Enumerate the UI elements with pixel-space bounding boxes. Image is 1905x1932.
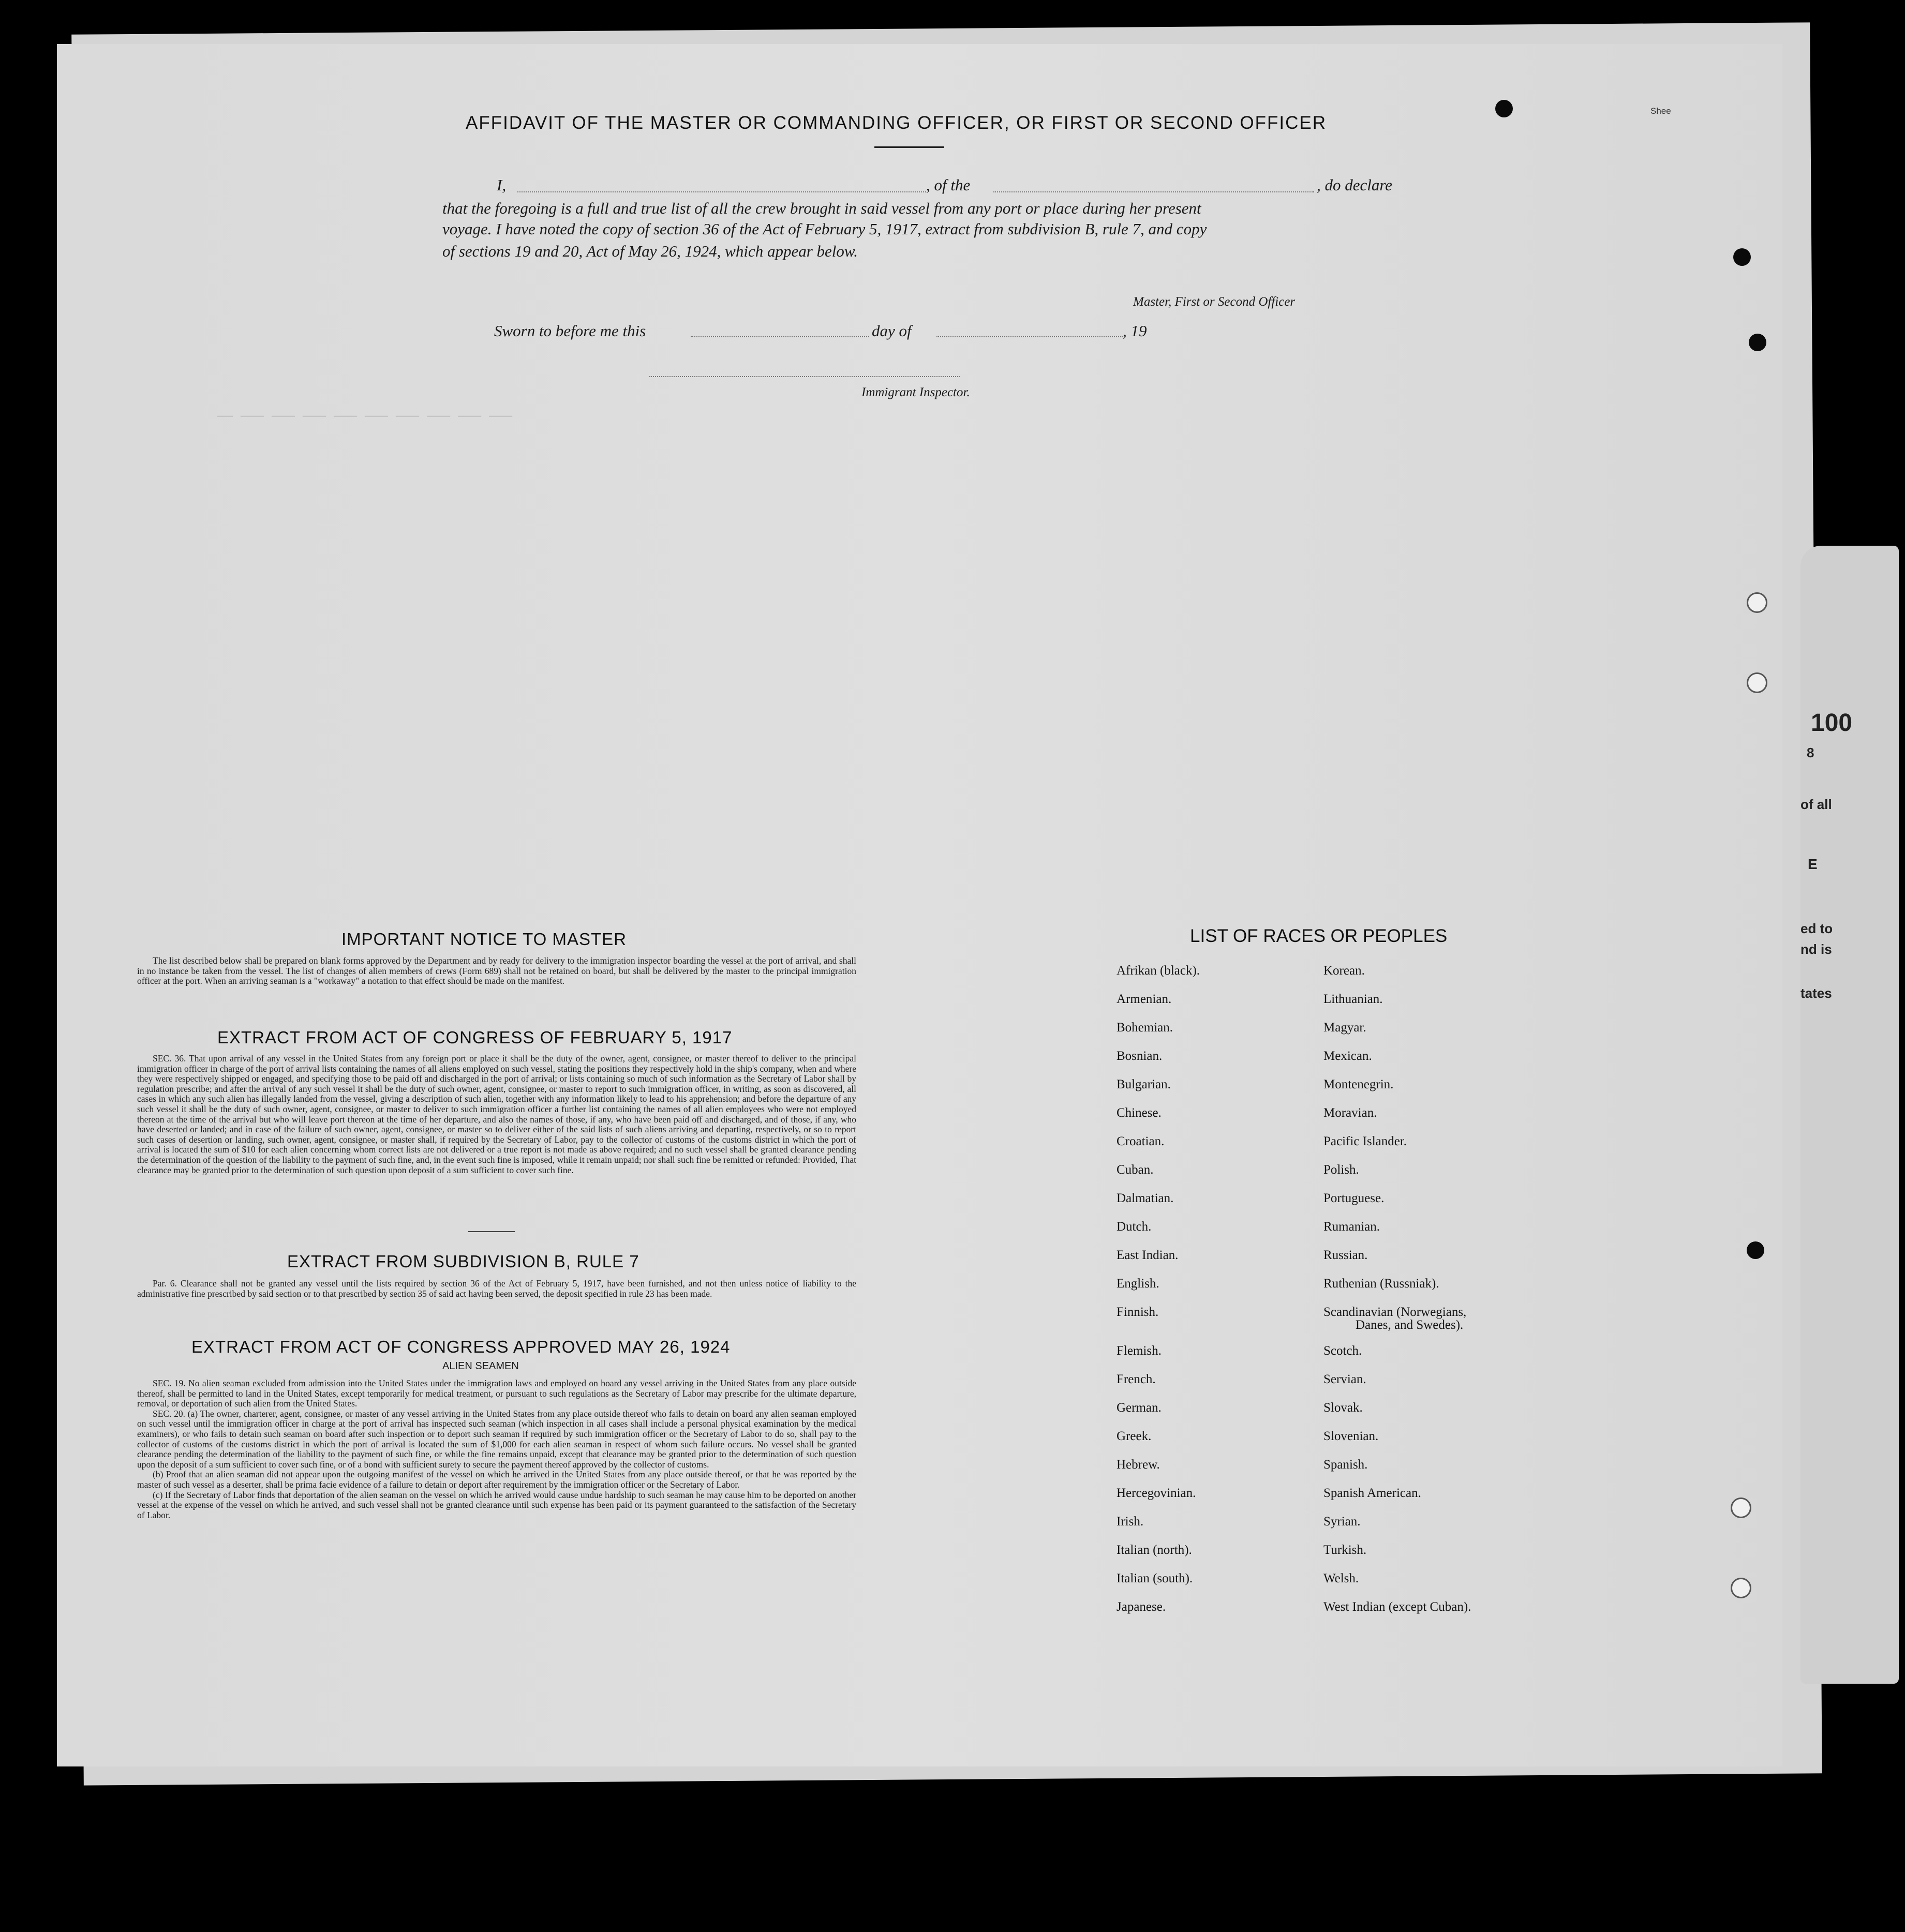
race-item: Greek. (1117, 1429, 1152, 1443)
race-item: German. (1117, 1401, 1162, 1415)
race-item: Russian. (1323, 1248, 1368, 1262)
bleed-through-row: —— ——— ——— ——— ——— ——— ——— ——— ——— ——— (217, 409, 513, 424)
race-item: Bulgarian. (1117, 1077, 1171, 1091)
notice-title: IMPORTANT NOTICE TO MASTER (341, 930, 627, 949)
race-item: Japanese. (1117, 1600, 1166, 1614)
extract-1924-title: EXTRACT FROM ACT OF CONGRESS APPROVED MAY 26, 1924 (191, 1337, 731, 1356)
punch-hole (1731, 1497, 1751, 1518)
race-item: Cuban. (1117, 1163, 1154, 1177)
subdivision-b-text (137, 1279, 856, 1311)
punch-hole (1749, 334, 1766, 351)
flap-nd-is: nd is (1800, 941, 1832, 957)
section-divider (468, 1231, 515, 1232)
race-item: Slovak. (1323, 1401, 1363, 1415)
punch-hole (1747, 672, 1767, 693)
notice-paragraph: The list described below shall be prepared on blank forms approved by the Department and by ready for delivery to the immigration inspector boarding the vessel at the port of arrival, and shall in no instance be taken from the vessel. The list of changes of alien members of crews (Form 689) shall not be retained on board, but shall be delivered by the master to the principal immigration officer at the port. When an arriving seaman is a "workaway" a notation to that effect should be made on the manifest. (137, 956, 856, 986)
race-item: Italian (south). (1117, 1571, 1193, 1585)
punch-hole (1747, 1241, 1764, 1259)
race-item: Pacific Islander. (1323, 1134, 1407, 1148)
extract-1917-text (137, 1054, 856, 1219)
name-field[interactable] (517, 191, 926, 192)
flap-of-all: of all (1800, 797, 1832, 812)
races-title: LIST OF RACES OR PEOPLES (1190, 926, 1448, 946)
flap-ed-to: ed to (1800, 921, 1833, 936)
race-item: French. (1117, 1372, 1156, 1386)
affidavit-line-1: that the foregoing is a full and true list of all the crew brought in said vessel from any port or place during her present (442, 199, 1201, 217)
affidavit-line-2: voyage. I have noted the copy of section 36 of the Act of February 5, 1917, extract from subdivision B, rule 7, and copy (442, 220, 1207, 238)
punch-hole (1733, 248, 1751, 266)
extract-1917-title: EXTRACT FROM ACT OF CONGRESS OF FEBRUARY 5, 1917 (217, 1028, 733, 1047)
sworn-label: Sworn to before me this (494, 322, 646, 340)
race-item: East Indian. (1117, 1248, 1179, 1262)
affidavit-i: I, (497, 176, 507, 194)
sworn-day-field[interactable] (691, 336, 869, 337)
race-item: Italian (north). (1117, 1543, 1192, 1557)
race-item: Servian. (1323, 1372, 1366, 1386)
section-36-paragraph: SEC. 36. That upon arrival of any vessel in the United States from any foreign port or place it shall be the duty of the owner, agent, consignee, or master thereof to deliver to the principal immigration officer in charge of the port of arrival lists containing the names of all aliens employed on such vessel, stating the positions they respectively hold in the ship's company, when and where they were respectively shipped or engaged, and specifying those to be paid off and discharged in the port of arrival; or lists containing so much of such information as the Secretary of Labor shall by regulation prescribe; and after the arrival of any such vessel it shall be the duty of such owner, agent, consignee, or master to report to such immigration officer, in writing, as soon as discovered, all cases in which any such alien has illegally landed from the vessel, giving a description of such alien, together with any information likely to lead to his apprehension; and before the departure of any such vessel it shall be the duty of such owner, agent, consignee, or master to deliver to such immigration officer a further list containing the names of all alien employees who were not employed thereon at the time of the arrival but who will leave port thereon at the time of her departure, and also the names of those, if any, who have been paid off and discharged, and of those, if any, who have deserted or landed; and in case of the failure of such owner, agent, consignee, or master so to deliver either of the said lists of such aliens arriving and departing, respectively, or so to report such cases of desertion or landing, such owner, agent, consignee, or master shall, if required by the Secretary of Labor, pay to the collector of customs of the customs district in which the port of arrival is located the sum of $10 for each alien concerning whom correct lists are not delivered or a true report is not made as above required; and no such vessel shall be granted clearance pending the determination of the question of the liability to the payment of such fine, and, in the event such fine is imposed, while it remain unpaid; nor shall such fine be remitted or refunded: Provided, That clearance may be granted prior to the determination of such question upon deposit of a sum sufficient to cover such fine. (137, 1054, 856, 1175)
race-item: Scandinavian (Norwegians, (1323, 1305, 1467, 1319)
flap-e: E (1808, 856, 1818, 872)
race-item: Montenegrin. (1323, 1077, 1394, 1091)
race-item: Spanish. (1323, 1458, 1368, 1472)
race-item: Irish. (1117, 1515, 1144, 1529)
race-item: Chinese. (1117, 1106, 1162, 1120)
race-item: Finnish. (1117, 1305, 1159, 1319)
affidavit-do-declare: , do declare (1317, 176, 1393, 194)
race-item: Spanish American. (1323, 1486, 1421, 1500)
day-of-label: day of (872, 322, 912, 340)
race-item: Ruthenian (Russniak). (1323, 1277, 1439, 1291)
race-item: Croatian. (1117, 1134, 1165, 1148)
race-item: Mexican. (1323, 1049, 1372, 1063)
section-20c-paragraph: (c) If the Secretary of Labor finds that deportation of the alien seaman on the vessel on which he arrived would cause undue hardship to such seaman he may cause him to be deported on another vessel at the expense of the vessel on which he arrived, and such vessel shall not be granted clearance until such expense has been paid or its payment guaranteed to the satisfaction of the Secretary of Labor. (137, 1489, 856, 1520)
inspector-signature-field[interactable] (649, 376, 960, 377)
affidavit-of-the: , of the (926, 176, 971, 194)
alien-seamen-subtitle: ALIEN SEAMEN (442, 1360, 519, 1372)
punch-hole (1495, 100, 1513, 117)
section-20a-paragraph: SEC. 20. (a) The owner, charterer, agent, consignee, or master of any vessel arriving in the United States from any place outside thereof who fails to detain on board any alien seaman employed on such vessel until the immigration officer in charge at the port of arrival has inspected such seaman (which inspection in all cases shall include a personal physical examination by the medical examiners), or who fails to detain such seaman on board after such inspection or to deport such seaman if required by such immigration officer or the Secretary of Labor to do so, shall pay to the collector of customs of the customs district in which the port of arrival is located the sum of $1,000 for each alien seaman in respect of whom such failure occurs. No vessel shall be granted clearance pending the determination of the liability to the payment of such fine, or while the fine remains unpaid, except that clearance may be granted prior to the determination of such question upon the deposit of a sum sufficient to cover such fine, or of a bond with sufficient surety to secure the payment thereof approved by the collector of customs. (137, 1408, 856, 1470)
section-20b-paragraph: (b) Proof that an alien seaman did not appear upon the outgoing manifest of the vessel on which he arrived in the United States from any place outside thereof, or that he was reported by the master of such vessel as a deserter, shall be prima facie evidence of a failure to detain or deport after requirement by the immigration officer or the Secretary of Labor. (137, 1469, 856, 1490)
race-item: Dutch. (1117, 1220, 1152, 1234)
subdivision-b-title: EXTRACT FROM SUBDIVISION B, RULE 7 (287, 1252, 639, 1271)
race-item: Hebrew. (1117, 1458, 1160, 1472)
race-item: Syrian. (1323, 1515, 1361, 1529)
race-continuation: Danes, and Swedes). (1356, 1318, 1464, 1332)
race-item: Portuguese. (1323, 1191, 1385, 1205)
title-underline (874, 146, 944, 148)
race-item: Bosnian. (1117, 1049, 1163, 1063)
extract-1924-text (137, 1379, 856, 1572)
affidavit-line-3: of sections 19 and 20, Act of May 26, 1924, which appear below. (442, 242, 858, 260)
race-item: Bohemian. (1117, 1021, 1173, 1035)
race-item: Hercegovinian. (1117, 1486, 1196, 1500)
affidavit-title: AFFIDAVIT OF THE MASTER OR COMMANDING OFFICER, OR FIRST OR SECOND OFFICER (466, 113, 1327, 133)
race-item: Afrikan (black). (1117, 964, 1200, 978)
race-item: Lithuanian. (1323, 992, 1383, 1006)
flap-number: 100 (1811, 709, 1853, 737)
race-item: Korean. (1323, 964, 1365, 978)
side-flap (1800, 546, 1899, 1684)
section-19-paragraph: SEC. 19. No alien seaman excluded from admission into the United States under the immigration laws and employed on board any vessel arriving in the United States from any place outside thereof, shall be permitted to land in the United States, except temporarily for medical treatment, or pursuant to such regulations as the Secretary of Labor may prescribe for the ultimate departure, removal, or deportation of such alien from the United States. (137, 1379, 856, 1409)
race-item: Dalmatian. (1117, 1191, 1174, 1205)
year-label: , 19 (1123, 322, 1147, 340)
punch-hole (1731, 1578, 1751, 1598)
race-item: English. (1117, 1277, 1159, 1291)
race-item: West Indian (except Cuban). (1323, 1600, 1471, 1614)
race-item: Turkish. (1323, 1543, 1367, 1557)
race-item: Flemish. (1117, 1344, 1162, 1358)
par-6-paragraph: Par. 6. Clearance shall not be granted any vessel until the lists required by section 36 of the Act of February 5, 1917, have been furnished, and not then unless notice of liability to the administrative fine prescribed by said section or to that prescribed by section 35 of said act having been served, the deposit specified in rule 23 has been made. (137, 1279, 856, 1299)
race-item: Armenian. (1117, 992, 1172, 1006)
race-item: Polish. (1323, 1163, 1359, 1177)
flap-8: 8 (1807, 745, 1814, 760)
notice-text (137, 956, 856, 997)
race-item: Rumanian. (1323, 1220, 1380, 1234)
sworn-month-field[interactable] (936, 336, 1123, 337)
race-item: Magyar. (1323, 1021, 1366, 1035)
flap-tates: tates (1800, 985, 1832, 1001)
vessel-field[interactable] (993, 191, 1314, 192)
race-item: Scotch. (1323, 1344, 1362, 1358)
master-signature-label: Master, First or Second Officer (1133, 295, 1296, 309)
race-item: Moravian. (1323, 1106, 1377, 1120)
inspector-label: Immigrant Inspector. (861, 385, 970, 399)
corner-sheet-label: Shee (1650, 106, 1671, 116)
race-item: Welsh. (1323, 1571, 1359, 1585)
punch-hole (1747, 592, 1767, 613)
race-item: Slovenian. (1323, 1429, 1379, 1443)
